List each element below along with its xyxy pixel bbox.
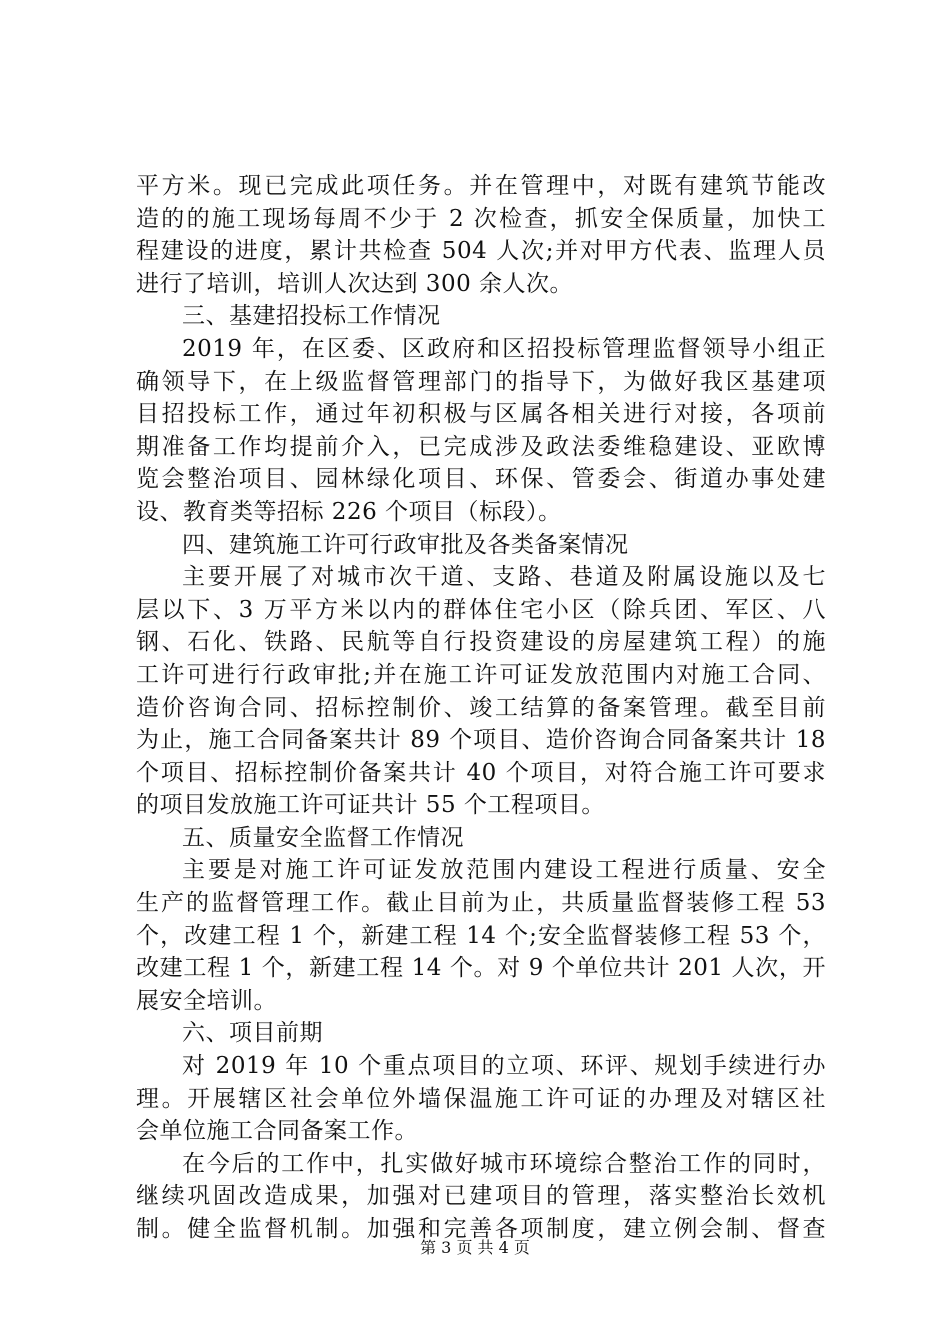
document-body [136,170,826,1246]
section-heading: 六、项目前期 [182,1020,323,1047]
text-line: 2019 年，在区委、区政府和区招投标管理监督领导小组正 [182,335,826,362]
text-line: 期准备工作均提前介入，已完成涉及政法委维稳建设、亚欧博 [136,433,826,460]
text-line: 确领导下，在上级监督管理部门的指导下，为做好我区基建项 [136,368,826,395]
text-line: 制。健全监督机制。加强和完善各项制度，建立例会制、督查 [136,1216,826,1242]
text-line: 对 2019 年 10 个重点项目的立项、环评、规划手续进行办 [182,1053,826,1080]
text-line: 改建工程 1 个，新建工程 14 个。对 9 个单位共计 201 人次，开 [136,955,826,982]
section-heading: 四、建筑施工许可行政审批及各类备案情况 [182,531,629,558]
text-line: 的项目发放施工许可证共计 55 个工程项目。 [136,792,605,819]
text-line: 为止，施工合同备案共计 89 个项目、造价咨询合同备案共计 18 [136,727,826,754]
text-line: 进行了培训，培训人次达到 300 余人次。 [136,270,574,297]
text-line: 平方米。现已完成此项任务。并在管理中，对既有建筑节能改 [136,173,826,199]
text-line: 造价咨询合同、招标控制价、竣工结算的备案管理。截至目前 [136,694,826,721]
text-line: 主要开展了对城市次干道、支路、巷道及附属设施以及七 [182,564,826,591]
section-heading: 五、质量安全监督工作情况 [182,824,464,851]
text-line: 钢、石化、铁路、民航等自行投资建设的房屋建筑工程）的施 [136,629,826,656]
text-line: 在今后的工作中，扎实做好城市环境综合整治工作的同时， [182,1150,826,1177]
text-line: 个项目、招标控制价备案共计 40 个项目，对符合施工许可要求 [136,759,826,786]
text-line: 会单位施工合同备案工作。 [136,1118,418,1145]
text-line: 层以下、3 万平方米以内的群体住宅小区（除兵团、军区、八 [136,596,826,623]
text-line: 造的的施工现场每周不少于 2 次检查，抓安全保质量，加快工 [136,205,826,232]
text-line: 生产的监督管理工作。截止目前为止，共质量监督装修工程 53 [136,890,826,917]
text-line: 工许可进行行政审批;并在施工许可证发放范围内对施工合同、 [136,661,826,688]
page-footer: 第 3 页 共 4 页 [420,1238,530,1257]
text-line: 展安全培训。 [136,987,277,1014]
text-line: 继续巩固改造成果，加强对已建项目的管理，落实整治长效机 [136,1183,826,1210]
text-line: 主要是对施工许可证发放范围内建设工程进行质量、安全 [182,857,826,884]
section-heading: 三、基建招投标工作情况 [182,303,441,330]
text-line: 个，改建工程 1 个，新建工程 14 个;安全监督装修工程 53 个， [136,922,826,949]
text-line: 理。开展辖区社会单位外墙保温施工许可证的办理及对辖区社 [136,1085,826,1112]
text-line: 览会整治项目、园林绿化项目、环保、管委会、街道办事处建 [136,466,826,493]
text-line: 目招投标工作，通过年初积极与区属各相关进行对接，各项前 [136,401,826,428]
text-line: 程建设的进度，累计共检查 504 人次;并对甲方代表、监理人员 [136,238,826,265]
text-line: 设、教育类等招标 226 个项目（标段）。 [136,498,562,525]
